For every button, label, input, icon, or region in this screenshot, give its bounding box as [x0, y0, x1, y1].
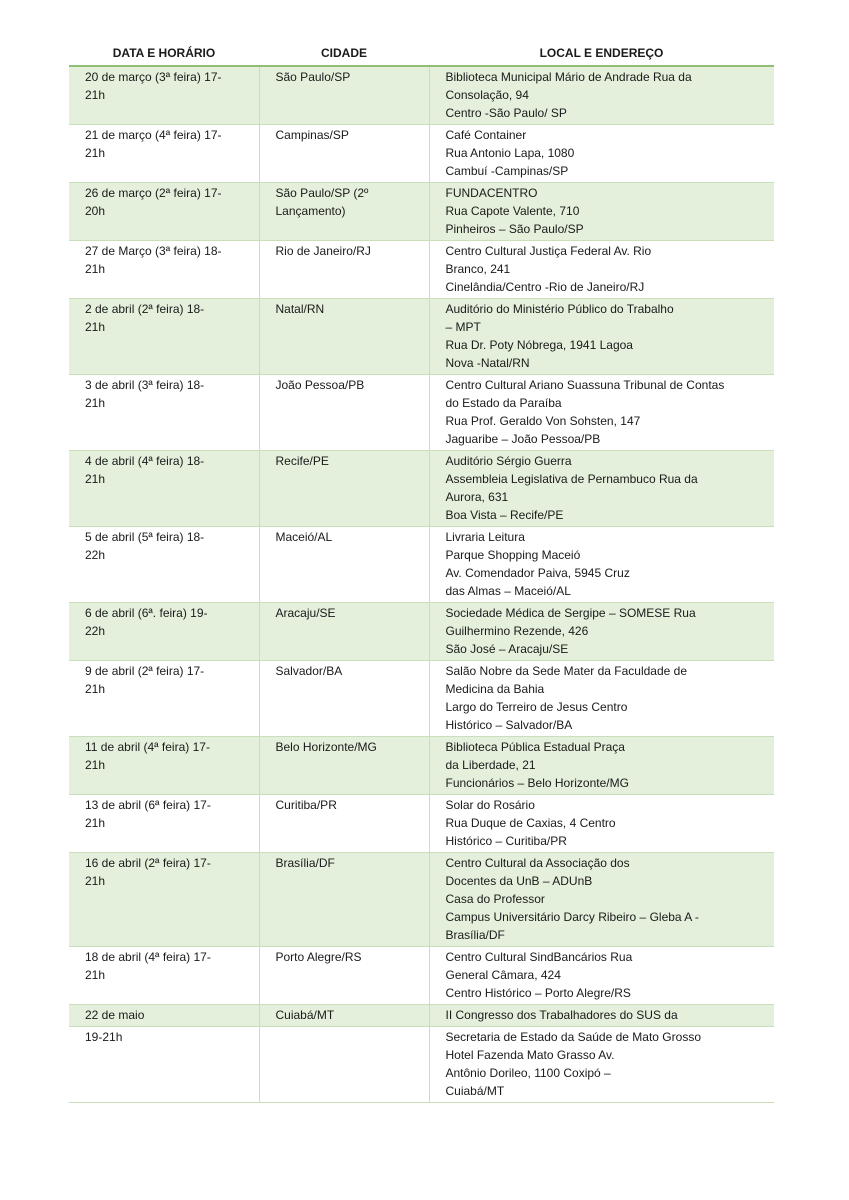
cell-city: São Paulo/SP (2º Lançamento) [259, 183, 429, 241]
cell-place: Salão Nobre da Sede Mater da Faculdade de Medicina da Bahia Largo do Terreiro de Jesus Centro Histórico – Salvador/BA [429, 661, 774, 737]
cell-city [259, 1027, 429, 1103]
cell-date: 18 de abril (4ª feira) 17- 21h [69, 947, 259, 1005]
cell-place: Solar do Rosário Rua Duque de Caxias, 4 Centro Histórico – Curitiba/PR [429, 795, 774, 853]
cell-city: Brasília/DF [259, 853, 429, 947]
cell-place: Café Container Rua Antonio Lapa, 1080 Cambuí -Campinas/SP [429, 125, 774, 183]
cell-city: Belo Horizonte/MG [259, 737, 429, 795]
cell-date: 13 de abril (6ª feira) 17- 21h [69, 795, 259, 853]
table-row [69, 299, 774, 375]
cell-place: II Congresso dos Trabalhadores do SUS da [429, 1005, 774, 1027]
table-row [69, 737, 774, 795]
cell-city: Rio de Janeiro/RJ [259, 241, 429, 299]
table-body [69, 66, 774, 1103]
cell-city: São Paulo/SP [259, 66, 429, 125]
cell-city: Campinas/SP [259, 125, 429, 183]
cell-place: FUNDACENTRO Rua Capote Valente, 710 Pinheiros – São Paulo/SP [429, 183, 774, 241]
table-header-row [69, 40, 774, 66]
cell-place: Centro Cultural da Associação dos Docentes da UnB – ADUnB Casa do Professor Campus Universitário Darcy Ribeiro – Gleba A - Brasília/DF [429, 853, 774, 947]
cell-place: Sociedade Médica de Sergipe – SOMESE Rua Guilhermino Rezende, 426 São José – Aracaju/SE [429, 603, 774, 661]
cell-place: Centro Cultural SindBancários Rua General Câmara, 424 Centro Histórico – Porto Alegre/RS [429, 947, 774, 1005]
cell-date: 9 de abril (2ª feira) 17- 21h [69, 661, 259, 737]
cell-city: Natal/RN [259, 299, 429, 375]
cell-city: Recife/PE [259, 451, 429, 527]
cell-place: Auditório Sérgio Guerra Assembleia Legislativa de Pernambuco Rua da Aurora, 631 Boa Vista – Recife/PE [429, 451, 774, 527]
cell-place: Centro Cultural Justiça Federal Av. Rio Branco, 241 Cinelândia/Centro -Rio de Janeiro/RJ [429, 241, 774, 299]
cell-city: Aracaju/SE [259, 603, 429, 661]
schedule-table [69, 40, 774, 1103]
header-place: LOCAL E ENDEREÇO [429, 40, 774, 66]
cell-date: 4 de abril (4ª feira) 18- 21h [69, 451, 259, 527]
table-row [69, 1027, 774, 1103]
cell-date: 3 de abril (3ª feira) 18- 21h [69, 375, 259, 451]
table-row [69, 527, 774, 603]
cell-city: Salvador/BA [259, 661, 429, 737]
table-row [69, 603, 774, 661]
table-row [69, 451, 774, 527]
cell-date: 11 de abril (4ª feira) 17- 21h [69, 737, 259, 795]
cell-place: Livraria Leitura Parque Shopping Maceió Av. Comendador Paiva, 5945 Cruz das Almas – Maceió/AL [429, 527, 774, 603]
cell-city: João Pessoa/PB [259, 375, 429, 451]
cell-place: Secretaria de Estado da Saúde de Mato Grosso Hotel Fazenda Mato Grasso Av. Antônio Dorileo, 1100 Coxipó – Cuiabá/MT [429, 1027, 774, 1103]
table-row [69, 1005, 774, 1027]
cell-place: Auditório do Ministério Público do Trabalho – MPT Rua Dr. Poty Nóbrega, 1941 Lagoa Nova -Natal/RN [429, 299, 774, 375]
table-row [69, 183, 774, 241]
table-row [69, 947, 774, 1005]
cell-date: 20 de março (3ª feira) 17- 21h [69, 66, 259, 125]
table-row [69, 661, 774, 737]
cell-place: Biblioteca Pública Estadual Praça da Liberdade, 21 Funcionários – Belo Horizonte/MG [429, 737, 774, 795]
table-row [69, 375, 774, 451]
cell-date: 21 de março (4ª feira) 17- 21h [69, 125, 259, 183]
cell-place: Centro Cultural Ariano Suassuna Tribunal de Contas do Estado da Paraíba Rua Prof. Geraldo Von Sohsten, 147 Jaguaribe – João Pessoa/PB [429, 375, 774, 451]
cell-city: Maceió/AL [259, 527, 429, 603]
cell-city: Porto Alegre/RS [259, 947, 429, 1005]
header-date: DATA E HORÁRIO [69, 40, 259, 66]
cell-date: 26 de março (2ª feira) 17- 20h [69, 183, 259, 241]
table-row [69, 241, 774, 299]
cell-date: 22 de maio [69, 1005, 259, 1027]
table-row [69, 795, 774, 853]
cell-date: 16 de abril (2ª feira) 17- 21h [69, 853, 259, 947]
table-row [69, 853, 774, 947]
table-row [69, 125, 774, 183]
cell-place: Biblioteca Municipal Mário de Andrade Rua da Consolação, 94 Centro -São Paulo/ SP [429, 66, 774, 125]
cell-date: 27 de Março (3ª feira) 18- 21h [69, 241, 259, 299]
cell-date: 6 de abril (6ª. feira) 19- 22h [69, 603, 259, 661]
schedule-page [69, 40, 774, 1103]
cell-city: Curitiba/PR [259, 795, 429, 853]
header-city: CIDADE [259, 40, 429, 66]
table-row [69, 66, 774, 125]
cell-date: 5 de abril (5ª feira) 18- 22h [69, 527, 259, 603]
cell-city: Cuiabá/MT [259, 1005, 429, 1027]
cell-date: 19-21h [69, 1027, 259, 1103]
cell-date: 2 de abril (2ª feira) 18- 21h [69, 299, 259, 375]
